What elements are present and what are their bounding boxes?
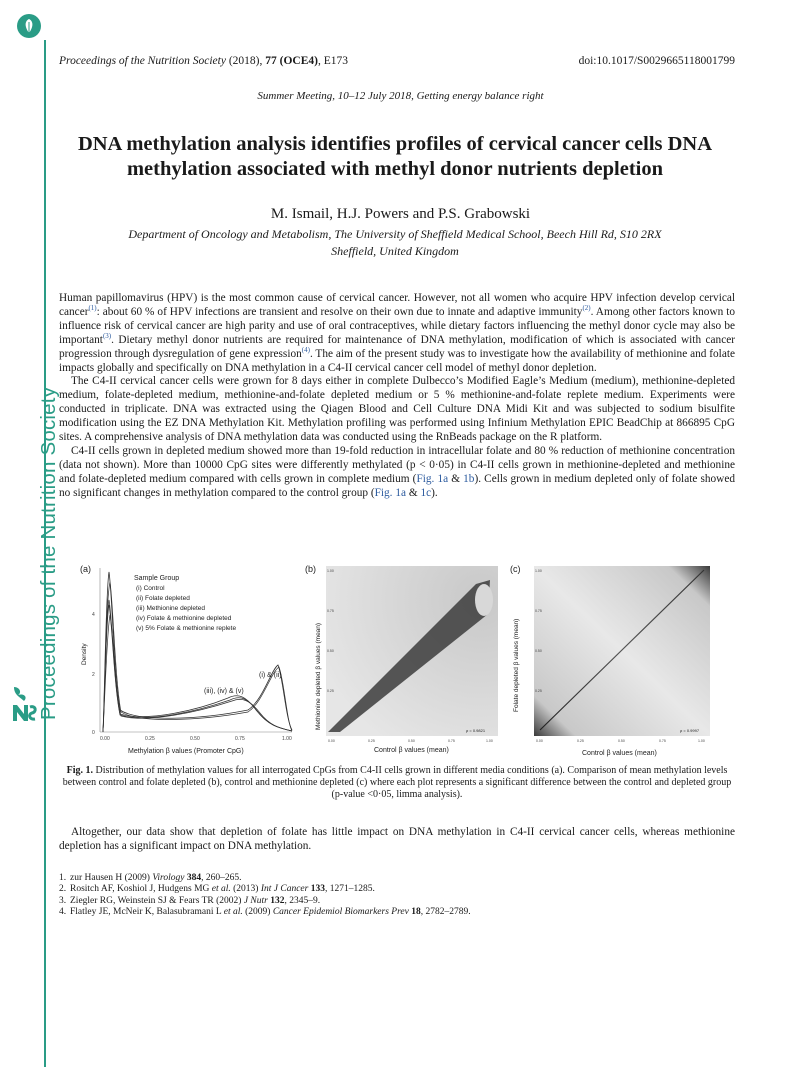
doi: doi:10.1017/S0029665118001799 xyxy=(578,55,735,67)
article-authors: M. Ismail, H.J. Powers and P.S. Grabowski xyxy=(270,206,531,222)
panel-b-xlabel: Control β values (mean) xyxy=(374,747,449,754)
panel-a-xlabel: Methylation β values (Promoter CpG) xyxy=(128,748,244,755)
panel-a-xtick: 1.00 xyxy=(282,736,292,742)
panel-b-label: (b) xyxy=(305,564,316,574)
panel-b-ytick: 0.25 xyxy=(327,689,334,693)
reference-item: 4. Flatley JE, McNeir K, Balasubramani L et al. (2009) Cancer Epidemiol Biomarkers Prev 18, 2782–2789. xyxy=(59,907,471,918)
panel-c-plot xyxy=(513,566,710,757)
affiliation-line: Department of Oncology and Metabolism, The University of Sheffield Medical School, Beech Hill Rd, S10 2RX xyxy=(128,227,662,241)
panel-b-xtick: 0.75 xyxy=(448,739,455,743)
panel-a-xtick: 0.75 xyxy=(235,736,245,742)
panel-b-ylabel: Methionine depleted β values (mean) xyxy=(315,622,322,730)
legend-item: (iii) Methionine depleted xyxy=(136,605,206,612)
panel-b-xtick: 0.25 xyxy=(368,739,375,743)
reference-list xyxy=(59,873,735,919)
panel-c-ytick: 0.75 xyxy=(535,609,542,613)
abstract-body xyxy=(59,292,735,501)
panel-c-xtick: 0.75 xyxy=(659,739,666,743)
article-affiliation xyxy=(60,226,730,260)
panel-a-plot xyxy=(81,568,292,755)
high-density-region xyxy=(475,584,493,616)
panel-a-label: (a) xyxy=(80,564,91,574)
citation-link[interactable]: (3) xyxy=(102,331,112,340)
paragraph-intro: Human papillomavirus (HPV) is the most common cause of cervical cancer. However, not all women who acquire HPV infection develop cervical cancer$^{(1)}$: about 60 % of HPV infections are transient and resolve on their own due to innate and adaptive immunity$^{(2)}$. Among other factors known to influence risk of cervical cancer are high parity and use of oral contraceptives, while dietary factors influencing the methyl donor cycle may also be important$^{(3)}$. Dietary methyl donor nutrients are required for maintenance of DNA methylation, modification of which is associated with cancer progression through dysregulation of gene expression$^{(4)}$. The aim of the present study was to investigate how the availability of methionine and folate impacts globally and specifically on DNA methylation in a C4-II cervical cancer cell model of methyl donor depletion. xyxy=(59,292,735,374)
sidebar-journal-title: Proceedings of the Nutrition Society xyxy=(37,386,60,720)
panel-a-ytick: 0 xyxy=(92,730,95,736)
panel-b-ytick: 0.50 xyxy=(327,649,334,653)
conclusion-text: Altogether, our data show that depletion of folate has little impact on DNA methylation in C4-II cervical cancer cells, whereas methionine depletion has a significant impact on DNA methylation. xyxy=(59,826,735,852)
panel-a-ytick: 4 xyxy=(92,612,95,618)
panel-c-ytick: 0.25 xyxy=(535,689,542,693)
panel-b-rho: ρ = 0.9821 xyxy=(466,728,486,733)
figure-link[interactable]: 1c xyxy=(420,486,432,499)
legend-item: (i) Control xyxy=(136,585,165,592)
panel-a-ytick: 2 xyxy=(92,672,95,678)
panel-c-xlabel: Control β values (mean) xyxy=(582,750,657,757)
figure-link[interactable]: Fig. 1a xyxy=(374,486,406,499)
journal-page: , E173 xyxy=(317,55,348,67)
panel-b-xtick: 0.00 xyxy=(328,739,335,743)
legend-item: (v) 5% Folate & methionine replete xyxy=(136,625,237,632)
panel-c-xtick: 0.00 xyxy=(536,739,543,743)
panel-c-ylabel: Folate depleted β values (mean) xyxy=(513,618,520,712)
legend-item: (iv) Folate & methionine depleted xyxy=(136,615,232,622)
panel-a-xtick: 0.25 xyxy=(145,736,155,742)
reference-item: 2. Rositch AF, Koshiol J, Hudgens MG et al. (2013) Int J Cancer 133, 1271–1285. xyxy=(59,884,375,895)
affiliation-line: Sheffield, United Kingdom xyxy=(331,244,459,258)
citation-link[interactable]: (2) xyxy=(582,304,591,313)
journal-volume: 77 (OCE4) xyxy=(265,55,318,67)
article-title: DNA methylation analysis identifies profiles of cervical cancer cells DNA methylation associated with methyl donor nutrients depletion xyxy=(77,133,713,180)
figure-caption-text: Distribution of methylation values for all interrogated CpGs from C4-II cells grown in different media conditions (a). Comparison of mean methylation levels between control and folate depleted (b), control and methionine depleted (c) where each plot represents a significant difference between the control and depleted group (p-value <0·05, limma analysis). xyxy=(62,765,732,800)
paragraph-results: C4-II cells grown in depleted medium showed more than 19-fold reduction in intracellular folate and 80 % reduction of methionine concentration (data not shown). More than 10000 CpG sites were differently methylated (p < 0·05) in C4-II cells grown in methionine-depleted and methionine and folate-depleted medium compared with cells grown in complete medium (Fig. 1a & 1b). Cells grown in medium depleted only of folate showed no significant changes in methylation compared to the control group (Fig. 1a & 1c). xyxy=(59,444,735,499)
panel-c-xtick: 0.50 xyxy=(618,739,625,743)
annotation-high-peak: (i) & (ii) xyxy=(259,672,282,679)
journal-logo xyxy=(17,14,41,38)
meeting-info: Summer Meeting, 10–12 July 2018, Getting energy balance right xyxy=(257,90,544,102)
panel-c-label: (c) xyxy=(510,564,521,574)
annotation-mid-peak: (iii), (iv) & (v) xyxy=(204,688,244,695)
ns-logo-icon xyxy=(10,685,38,723)
legend-title: Sample Group xyxy=(134,575,180,582)
citation-link[interactable]: (4) xyxy=(301,345,310,354)
panel-c-ytick: 1.00 xyxy=(535,569,542,573)
panel-c-xtick: 1.00 xyxy=(698,739,705,743)
citation-year: (2018), xyxy=(228,55,263,67)
panel-b-xtick: 0.50 xyxy=(408,739,415,743)
panel-c-xtick: 0.25 xyxy=(577,739,584,743)
paragraph-methods: The C4-II cervical cancer cells were grown for 8 days either in complete Dulbecco’s Modified Eagle’s Medium (medium), methionine-depleted medium, folate-depleted medium, methionine-and-folate depleted medium or 5 % methionine-and-folate replete medium. Experiments were conducted in triplicate. DNA was extracted using the Qiagen Blood and Cell Culture DNA Midi Kit and was subjected to sodium bisulfite modification using the EZ DNA Methylation Kit. Methylation profiling was performed using Infinium Methylation EPIC BeadChip at 866895 CpG sites. A comprehensive analysis of DNA methylation data was conducted using the RnBeads package on the R platform. xyxy=(59,375,735,444)
legend-item: (ii) Folate depleted xyxy=(136,595,190,602)
panel-b-ytick: 0.75 xyxy=(327,609,334,613)
figure-1 xyxy=(78,560,712,760)
reference-item: 1. zur Hausen H (2009) Virology 384, 260–265. xyxy=(59,873,242,883)
figure-caption xyxy=(59,765,735,801)
figure-link[interactable]: 1b xyxy=(463,472,475,485)
figure-1-graphic xyxy=(78,560,712,760)
panel-b-ytick: 1.00 xyxy=(327,569,334,573)
leaf-icon xyxy=(17,14,41,38)
panel-b-xtick: 1.00 xyxy=(486,739,493,743)
figure-caption-label: Fig. 1. xyxy=(66,765,93,776)
reference-item: 3. Ziegler RG, Weinstein SJ & Fears TR (2002) J Nutr 132, 2345–9. xyxy=(59,895,321,906)
citation-link[interactable]: (1) xyxy=(88,304,97,313)
journal-citation xyxy=(59,55,348,67)
panel-c-rho: ρ = 0.9997 xyxy=(680,728,700,733)
panel-a-xtick: 0.50 xyxy=(190,736,200,742)
panel-a-ylabel: Density xyxy=(81,643,88,665)
panel-a-xtick: 0.00 xyxy=(100,736,110,742)
figure-link[interactable]: Fig. 1a xyxy=(416,472,449,485)
panel-c-ytick: 0.50 xyxy=(535,649,542,653)
journal-name: Proceedings of the Nutrition Society xyxy=(59,55,226,67)
panel-b-plot xyxy=(315,566,498,754)
conclusion xyxy=(59,825,735,853)
